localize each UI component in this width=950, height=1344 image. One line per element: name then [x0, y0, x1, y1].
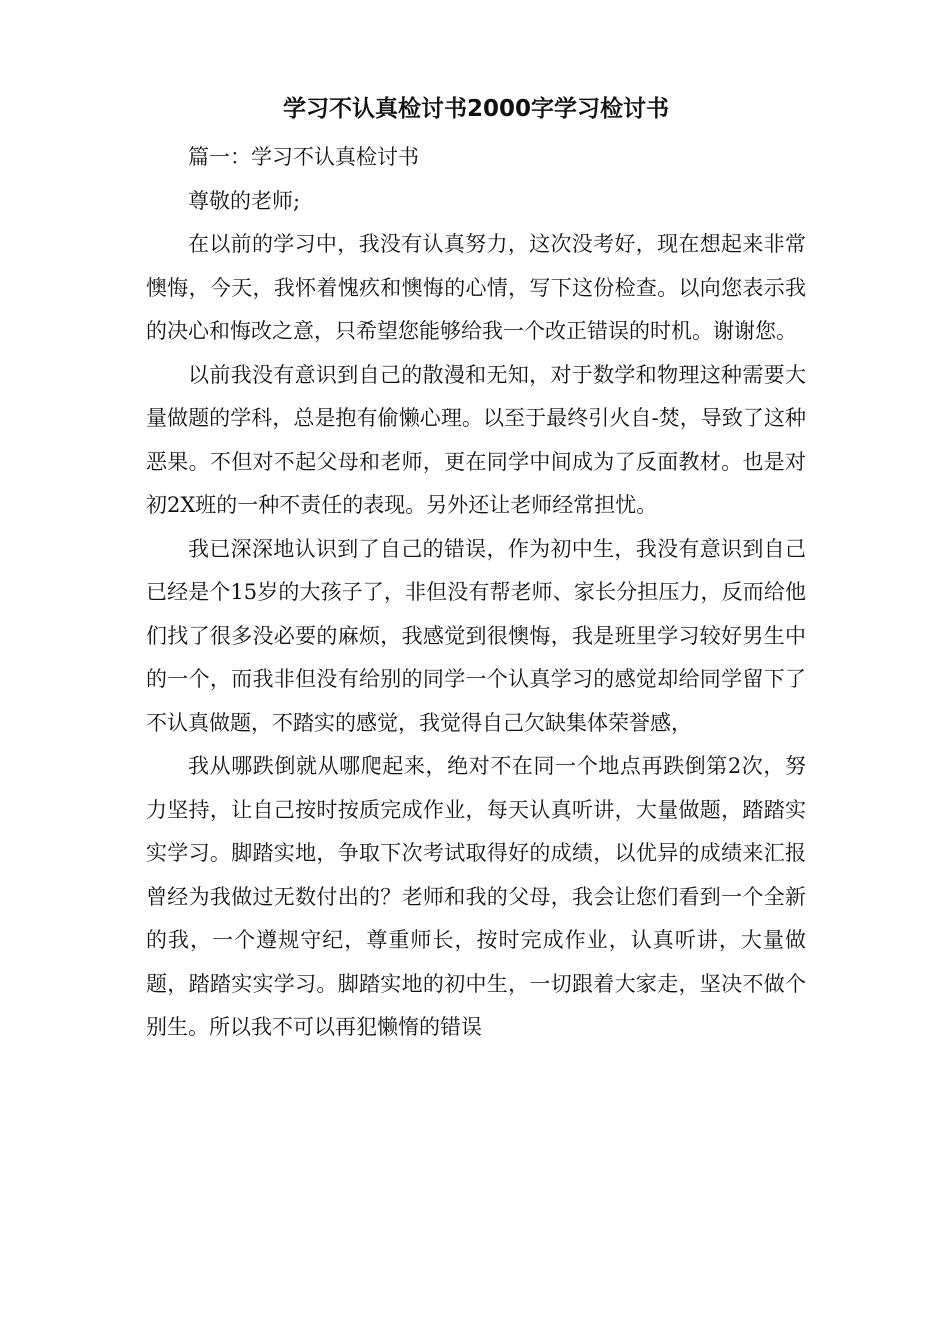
document-title: 学习不认真检讨书2000字学习检讨书 [282, 96, 669, 122]
document-page [146, 0, 806, 1050]
paragraph-3: 我已深深地认识到了自己的错误，作为初中生，我没有意识到自己已经是个15岁的大孩子了，非但没有帮老师、家长分担压力，反而给他们找了很多没必要的麻烦，我感觉到很懊悔，我是班里学习较好男生中的一个，而我非但没有给别的同学一个认真学习的感觉却给同学留下了不认真做题，不踏实的感觉，我觉得自己欠缺集体荣誉感， [146, 536, 806, 735]
heading-section-1: 篇一：学习不认真检讨书 [188, 145, 419, 169]
paragraph-1: 在以前的学习中，我没有认真努力，这次没考好，现在想起来非常懊悔，今天，我怀着愧疚和懊悔的心情，写下这份检查。以向您表示我的决心和悔改之意，只希望您能够给我一个改正错误的时机。谢谢您。 [146, 232, 806, 343]
paragraph-2: 以前我没有意识到自己的散漫和无知，对于数学和物理这种需要大量做题的学科，总是抱有偷懒心理。以至于最终引火自-焚，导致了这种恶果。不但对不起父母和老师，更在同学中间成为了反面教材。也是对初2X班的一种不责任的表现。另外还让老师经常担忧。 [146, 362, 806, 517]
salutation: 尊敬的老师; [188, 188, 301, 213]
document-body [146, 136, 806, 1050]
paragraph-4: 我从哪跌倒就从哪爬起来，绝对不在同一个地点再跌倒第2次，努力坚持，让自己按时按质完成作业，每天认真听讲，大量做题，踏踏实实学习。脚踏实地，争取下次考试取得好的成绩，以优异的成绩来汇报曾经为我做过无数付出的？老师和我的父母，我会让您们看到一个全新的我，一个遵规守纪，尊重师长，按时完成作业，认真听讲，大量做题，踏踏实实学习。脚踏实地的初中生，一切跟着大家走，坚决不做个别生。所以我不可以再犯懒惰的错误 [146, 754, 806, 1039]
